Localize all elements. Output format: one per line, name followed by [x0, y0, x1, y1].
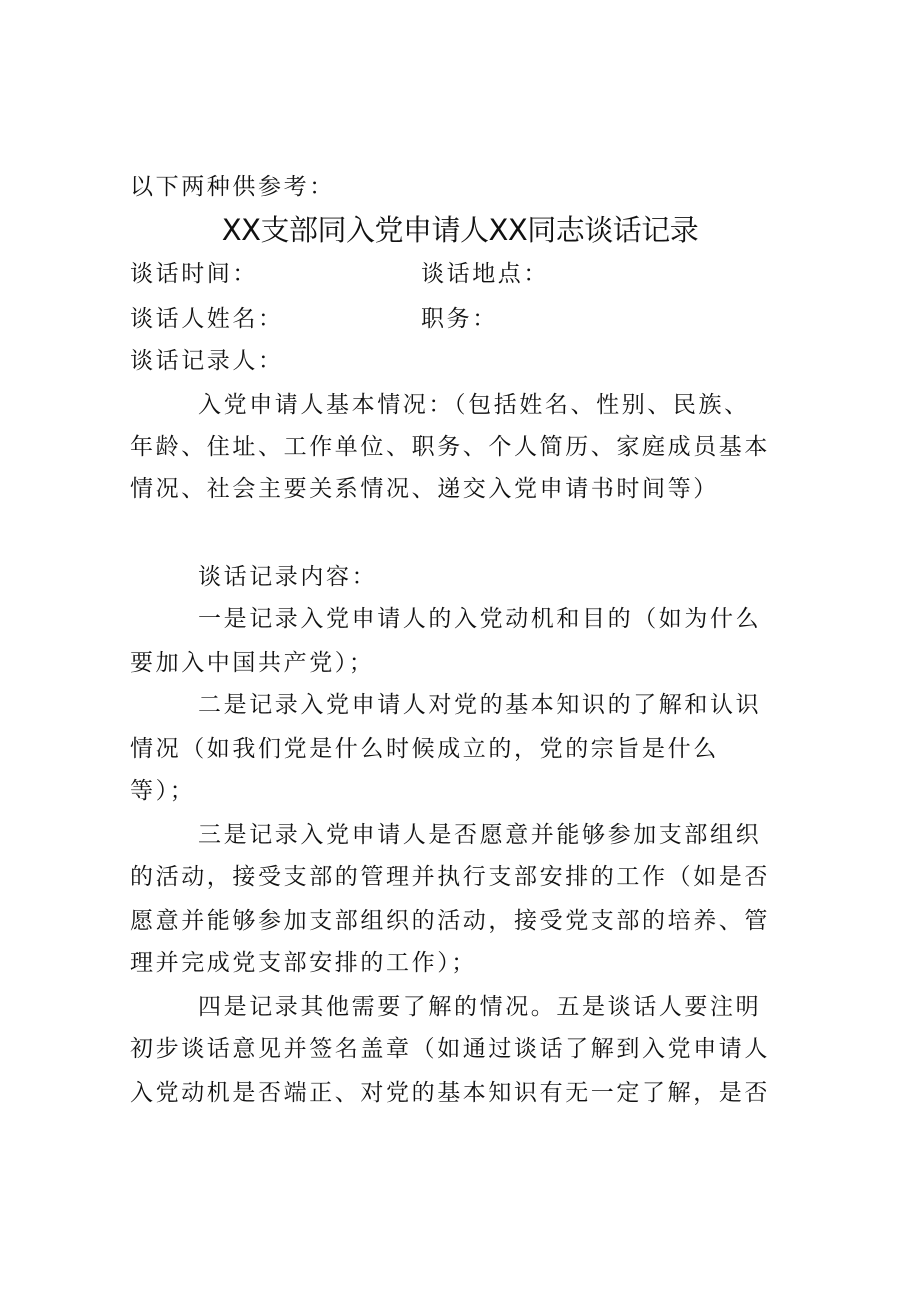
talk-place-label: 谈话地点：	[421, 261, 549, 287]
record-item-line: 初步谈话意见并签名盖章（如通过谈话了解到入党申请人	[130, 1036, 770, 1062]
talk-time-label: 谈话时间：	[130, 261, 258, 287]
page-title: XX支部同入党申请人XX同志谈话记录	[221, 213, 699, 247]
recorder-label: 谈话记录人：	[130, 348, 284, 374]
basic-info-line: 情况、社会主要关系情况、递交入党申请书时间等）	[130, 476, 719, 502]
talker-name-label: 谈话人姓名：	[130, 306, 284, 332]
record-item-line: 入党动机是否端正、对党的基本知识有无一定了解，是否	[130, 1080, 770, 1106]
record-item-line: 理并完成党支部安排的工作）；	[130, 950, 477, 976]
record-item-line: 的活动，接受支部的管理并执行支部安排的工作（如是否	[130, 864, 770, 890]
record-item-line: 要加入中国共产党）；	[130, 650, 375, 676]
record-item-line: 一是记录入党申请人的入党动机和目的（如为什么	[198, 606, 762, 632]
record-heading: 谈话记录内容：	[198, 564, 378, 590]
record-item-line: 三是记录入党申请人是否愿意并能够参加支部组织	[198, 822, 762, 848]
intro-text: 以下两种供参考：	[130, 174, 335, 200]
basic-info-line: 年龄、住址、工作单位、职务、个人简历、家庭成员基本	[130, 434, 770, 460]
record-item-line: 等）；	[130, 778, 196, 804]
record-item-line: 四是记录其他需要了解的情况。五是谈话人要注明	[198, 994, 762, 1020]
position-label: 职务：	[421, 306, 498, 332]
record-item-line: 情况（如我们党是什么时候成立的，党的宗旨是什么	[130, 736, 719, 762]
record-item-line: 二是记录入党申请人对党的基本知识的了解和认识	[198, 692, 762, 718]
basic-info-line: 入党申请人基本情况：（包括姓名、性别、民族、	[198, 392, 750, 418]
record-item-line: 愿意并能够参加支部组织的活动，接受党支部的培养、管	[130, 908, 770, 934]
